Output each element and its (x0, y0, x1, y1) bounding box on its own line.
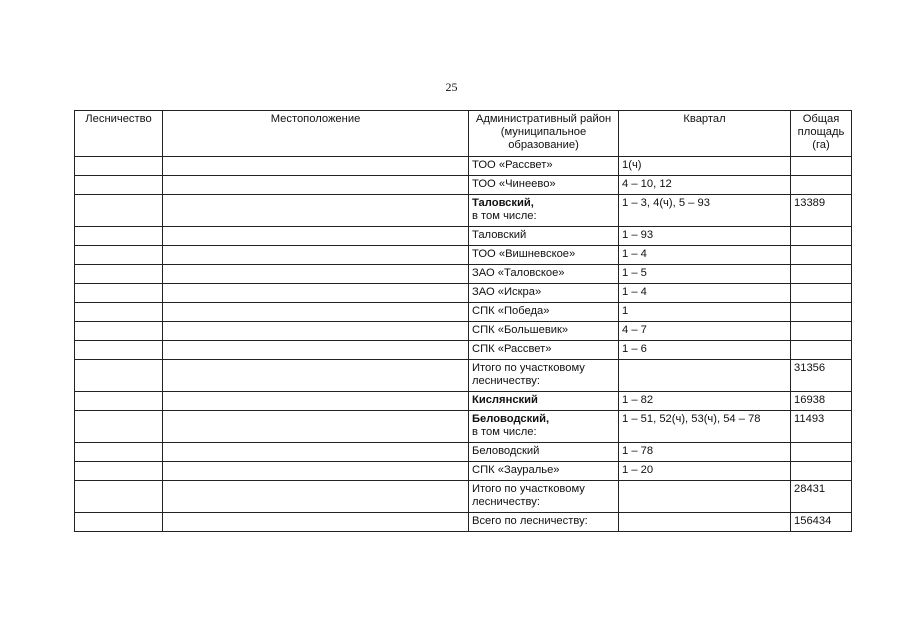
district-name: Итого по участковому лесничеству: (472, 483, 585, 508)
district-cell (469, 360, 619, 392)
location-cell (163, 265, 469, 284)
quarter-cell: 1 – 6 (619, 341, 791, 360)
district-cell (469, 392, 619, 411)
quarter-cell (619, 481, 791, 513)
forestry-cell (75, 411, 163, 443)
area-cell (791, 303, 852, 322)
forestry-cell (75, 284, 163, 303)
area-cell (791, 265, 852, 284)
forestry-cell (75, 443, 163, 462)
district-cell (469, 411, 619, 443)
district-subtitle: в том числе: (472, 210, 537, 222)
quarter-cell: 1 – 20 (619, 462, 791, 481)
location-cell (163, 195, 469, 227)
table-body (75, 157, 852, 532)
district-name: Таловский (472, 229, 527, 241)
forestry-cell (75, 303, 163, 322)
quarter-cell: 1 – 3, 4(ч), 5 – 93 (619, 195, 791, 227)
table-row (75, 284, 852, 303)
table-row (75, 176, 852, 195)
district-cell (469, 341, 619, 360)
area-cell (791, 157, 852, 176)
forestry-cell (75, 513, 163, 532)
location-cell (163, 411, 469, 443)
quarter-cell: 1(ч) (619, 157, 791, 176)
location-cell (163, 513, 469, 532)
forestry-cell (75, 392, 163, 411)
location-cell (163, 360, 469, 392)
table-row (75, 341, 852, 360)
location-cell (163, 157, 469, 176)
area-cell: 28431 (791, 481, 852, 513)
district-name: Итого по участковому лесничеству: (472, 362, 585, 387)
district-cell (469, 195, 619, 227)
area-cell: 13389 (791, 195, 852, 227)
table-row (75, 411, 852, 443)
header-quarter: Квартал (619, 111, 791, 157)
forestry-cell (75, 157, 163, 176)
location-cell (163, 246, 469, 265)
quarter-cell: 1 – 4 (619, 284, 791, 303)
table-row (75, 481, 852, 513)
table-row (75, 392, 852, 411)
table-row (75, 462, 852, 481)
quarter-cell: 4 – 7 (619, 322, 791, 341)
quarter-cell: 1 – 82 (619, 392, 791, 411)
forestry-cell (75, 462, 163, 481)
district-name: Таловский, (472, 197, 534, 209)
area-cell (791, 284, 852, 303)
district-cell (469, 303, 619, 322)
location-cell (163, 481, 469, 513)
area-cell (791, 227, 852, 246)
forestry-cell (75, 176, 163, 195)
district-cell (469, 443, 619, 462)
location-cell (163, 227, 469, 246)
forestry-cell (75, 341, 163, 360)
table-row (75, 227, 852, 246)
total-area: 156434 (791, 513, 852, 532)
table-row (75, 303, 852, 322)
location-cell (163, 303, 469, 322)
district-cell (469, 157, 619, 176)
district-name: Беловодский (472, 445, 540, 457)
district-name: ЗАО «Искра» (472, 286, 542, 298)
district-name: СПК «Рассвет» (472, 343, 552, 355)
quarter-cell: 1 – 78 (619, 443, 791, 462)
area-cell (791, 462, 852, 481)
table-row (75, 195, 852, 227)
location-cell (163, 322, 469, 341)
header-total-area: Общая площадь (га) (791, 111, 852, 157)
location-cell (163, 341, 469, 360)
table-header-row (75, 111, 852, 157)
district-cell (469, 246, 619, 265)
table-row (75, 246, 852, 265)
area-cell (791, 246, 852, 265)
forestry-cell (75, 227, 163, 246)
district-name: Кислянский (472, 394, 538, 406)
area-cell: 11493 (791, 411, 852, 443)
area-cell (791, 443, 852, 462)
district-name: СПК «Зауралье» (472, 464, 560, 476)
location-cell (163, 462, 469, 481)
district-name: ЗАО «Таловское» (472, 267, 565, 279)
district-cell (469, 462, 619, 481)
table-row (75, 360, 852, 392)
quarter-cell (619, 513, 791, 532)
area-cell (791, 341, 852, 360)
location-cell (163, 176, 469, 195)
quarter-cell: 1 – 51, 52(ч), 53(ч), 54 – 78 (619, 411, 791, 443)
district-name: ТОО «Чинеево» (472, 178, 556, 190)
district-cell (469, 481, 619, 513)
header-district: Административный район (муниципальное образование) (469, 111, 619, 157)
area-cell: 16938 (791, 392, 852, 411)
district-cell (469, 284, 619, 303)
quarter-cell: 1 – 5 (619, 265, 791, 284)
location-cell (163, 284, 469, 303)
total-label: Всего по лесничеству: (469, 513, 619, 532)
area-cell: 31356 (791, 360, 852, 392)
table-row (75, 443, 852, 462)
quarter-cell: 1 (619, 303, 791, 322)
total-row (75, 513, 852, 532)
district-name: ТОО «Рассвет» (472, 159, 553, 171)
district-name: СПК «Большевик» (472, 324, 569, 336)
district-cell (469, 176, 619, 195)
table-row (75, 322, 852, 341)
district-subtitle: в том числе: (472, 426, 537, 438)
district-name: СПК «Победа» (472, 305, 550, 317)
forestry-cell (75, 360, 163, 392)
forestry-cell (75, 265, 163, 284)
table-row (75, 265, 852, 284)
header-forestry: Лесничество (75, 111, 163, 157)
district-name: ТОО «Вишневское» (472, 248, 576, 260)
header-location: Местоположение (163, 111, 469, 157)
district-name: Беловодский, (472, 413, 550, 425)
location-cell (163, 443, 469, 462)
quarter-cell (619, 360, 791, 392)
forestry-cell (75, 246, 163, 265)
district-cell (469, 227, 619, 246)
forestry-cell (75, 322, 163, 341)
district-cell (469, 265, 619, 284)
forestry-table (74, 110, 852, 532)
forestry-cell (75, 481, 163, 513)
location-cell (163, 392, 469, 411)
quarter-cell: 1 – 4 (619, 246, 791, 265)
area-cell (791, 176, 852, 195)
district-cell (469, 322, 619, 341)
quarter-cell: 4 – 10, 12 (619, 176, 791, 195)
quarter-cell: 1 – 93 (619, 227, 791, 246)
table-row (75, 157, 852, 176)
area-cell (791, 322, 852, 341)
page-number: 25 (445, 80, 458, 94)
forestry-cell (75, 195, 163, 227)
